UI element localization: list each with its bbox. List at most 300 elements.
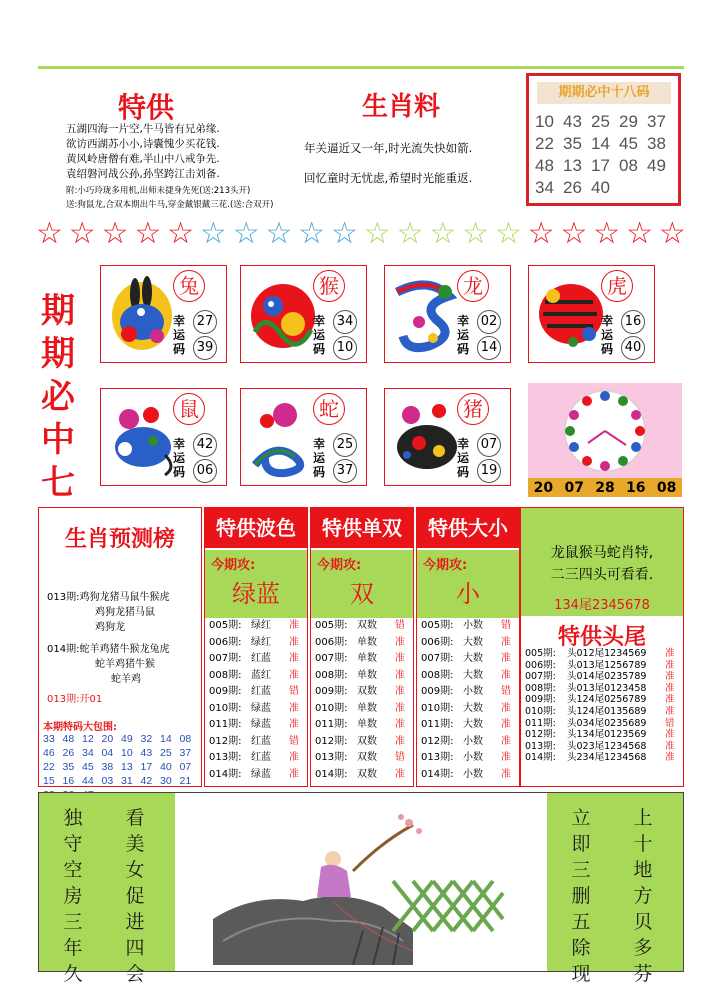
head-tail-row <box>525 683 681 695</box>
number-cell: 26 <box>563 178 582 197</box>
zodiac-name: 龙 <box>457 270 489 302</box>
verse-char: 女 <box>125 859 145 881</box>
result: 准 <box>395 768 405 780</box>
period: 014期: <box>421 768 454 780</box>
lucky-number: 39 <box>193 336 217 360</box>
verse-char: 现 <box>571 963 591 985</box>
period: 012期: <box>315 735 348 747</box>
period: 007期: <box>315 653 348 664</box>
verse-char: 久 <box>63 963 83 985</box>
right-verse-panel <box>547 793 683 985</box>
lucky-number: 25 <box>333 433 357 457</box>
history-row <box>315 701 413 718</box>
period: 013期: <box>421 752 454 763</box>
star-icon: ☆ <box>298 216 326 251</box>
verse-char: 年 <box>63 937 83 959</box>
history-row <box>209 701 307 718</box>
lucky-label: 幸 运 码 <box>173 437 186 479</box>
value: 红蓝 <box>251 686 271 697</box>
period: 013期: <box>525 740 556 752</box>
number-cell: 13 <box>563 156 582 175</box>
head-tail-row <box>525 752 681 764</box>
ranking-open: 013期:开01 <box>47 694 103 705</box>
result: 错 <box>501 686 511 697</box>
bag-number: 12 <box>82 733 94 745</box>
period: 012期: <box>525 729 556 741</box>
lucky-number: 42 <box>193 433 217 457</box>
period: 006期: <box>421 636 454 648</box>
value: 单数 <box>357 702 377 714</box>
odd-even-column <box>310 507 414 787</box>
period: 007期: <box>525 671 556 683</box>
tiger-papercut-icon <box>533 272 607 356</box>
verse-char: 除 <box>571 937 591 959</box>
result: 准 <box>289 653 299 664</box>
value: 大数 <box>463 669 483 681</box>
lucky-number: 16 <box>621 310 645 334</box>
bag-number: 15 <box>43 775 55 787</box>
value: 红蓝 <box>251 653 271 664</box>
attack-label: 今期攻: <box>317 558 362 573</box>
result: 准 <box>289 702 299 714</box>
value: 小数 <box>463 620 483 631</box>
snake-papercut-icon <box>245 395 319 479</box>
lucky-label: 幸 运 码 <box>457 437 470 479</box>
history-row <box>421 750 519 767</box>
value: 绿蓝 <box>251 768 271 780</box>
bag-number: 34 <box>82 747 94 759</box>
period: 009期: <box>209 686 242 697</box>
period: 012期: <box>421 735 454 747</box>
bag-number: 03 <box>101 775 114 787</box>
bag-number: 16 <box>62 775 75 787</box>
star-icon: ☆ <box>527 216 555 251</box>
tail-numbers: 134尾2345678 <box>554 598 650 613</box>
history-row <box>421 635 519 652</box>
title-char: 七 <box>41 463 75 503</box>
result: 准 <box>395 686 405 697</box>
number-cell: 25 <box>591 112 610 131</box>
head-tail-row <box>525 729 681 741</box>
result: 准 <box>289 620 299 631</box>
star-icon: ☆ <box>658 216 686 251</box>
star-row <box>36 214 686 254</box>
poem-line: 黄风岭唐僧有难,半山中八戒争先. <box>66 153 220 165</box>
zodiac-card <box>384 388 511 486</box>
history-row <box>315 717 413 734</box>
verse-char: 方 <box>633 885 653 907</box>
verse-char: 即 <box>571 833 591 855</box>
value: 绿红 <box>251 636 271 648</box>
star-icon: ☆ <box>101 216 129 251</box>
result: 准 <box>665 682 675 694</box>
period: 011期: <box>525 717 556 729</box>
star-icon: ☆ <box>560 216 588 251</box>
verse-char: 美 <box>125 833 145 855</box>
poem-line: 袁绍磐河战公孙,孙坚跨江击刘备. <box>66 168 220 180</box>
history-list <box>421 618 519 783</box>
bag-number: 21 <box>179 775 192 787</box>
result: 准 <box>665 671 675 683</box>
top-divider <box>38 66 684 69</box>
result: 错 <box>395 752 405 763</box>
eighteen-numbers-title: 期期必中十八码 <box>537 82 671 104</box>
verse-column <box>569 805 593 987</box>
value: 大数 <box>463 636 483 648</box>
bag-number: 37 <box>179 747 192 759</box>
attack-label: 今期攻: <box>211 558 256 573</box>
zodiac-name: 蛇 <box>313 393 345 425</box>
history-row <box>315 618 413 635</box>
value: 双数 <box>357 752 377 763</box>
history-row <box>209 767 307 784</box>
history-row <box>421 668 519 685</box>
shengxiao-title: 生肖料 <box>362 92 441 122</box>
zodiac-card <box>100 265 227 363</box>
attack-value: 绿蓝 <box>232 580 280 608</box>
value: 单数 <box>357 669 377 681</box>
result: 准 <box>665 729 675 741</box>
value: 头013尾1256789 <box>567 659 647 671</box>
lucky-number: 40 <box>621 336 645 360</box>
result: 准 <box>501 702 511 714</box>
bag-number: 48 <box>62 733 75 745</box>
result: 准 <box>665 705 675 717</box>
value: 头012尾1234569 <box>567 648 647 659</box>
lucky-number: 34 <box>333 310 357 334</box>
number-cell: 35 <box>563 134 582 153</box>
history-row <box>209 668 307 685</box>
bag-number: 42 <box>140 775 153 787</box>
star-icon: ☆ <box>429 216 457 251</box>
result: 准 <box>395 653 405 664</box>
history-list <box>209 618 307 783</box>
bag-number: 44 <box>82 775 94 787</box>
star-icon: ☆ <box>593 216 621 251</box>
bag-number: 13 <box>121 761 133 773</box>
zodiac-card <box>528 265 655 363</box>
period: 006期: <box>315 636 348 648</box>
star-icon: ☆ <box>265 216 293 251</box>
monkey-papercut-icon <box>245 272 319 356</box>
date-part: 08 <box>656 479 677 496</box>
zodiac-name: 兔 <box>173 270 205 302</box>
head-tail-row <box>525 648 681 660</box>
star-icon: ☆ <box>199 216 227 251</box>
verse-char: 地 <box>633 859 653 881</box>
result: 准 <box>665 694 675 706</box>
head-tail-row <box>525 741 681 753</box>
verse-char: 三 <box>63 911 83 933</box>
bag-number: 33 <box>43 733 55 745</box>
number-cell: 49 <box>647 156 666 175</box>
result: 准 <box>665 659 675 671</box>
clock-icon <box>528 383 682 479</box>
tip-line: 二三四头可看看. <box>550 567 654 583</box>
star-icon: ☆ <box>626 216 653 251</box>
value: 小数 <box>463 768 483 780</box>
tip-box <box>521 508 683 616</box>
attack-value: 小 <box>456 580 480 608</box>
period: 011期: <box>209 719 242 730</box>
value: 双数 <box>357 768 377 780</box>
value: 头124尾0256789 <box>567 694 647 706</box>
history-row <box>209 618 307 635</box>
shengxiao-line-2: 回忆童时无忧虑,希望时光能重返. <box>304 171 473 185</box>
number-cell: 17 <box>591 156 610 175</box>
title-char: 期 <box>41 334 75 374</box>
bag-number: 38 <box>101 761 114 773</box>
eighteen-numbers-grid <box>535 112 675 198</box>
title-char: 中 <box>41 420 75 460</box>
result: 准 <box>501 669 511 681</box>
bag-number: 30 <box>160 775 172 787</box>
bag-number: 31 <box>121 775 133 787</box>
value: 小数 <box>463 686 483 697</box>
verse-char: 独 <box>63 807 83 829</box>
period: 007期: <box>421 653 454 664</box>
star-icon: ☆ <box>494 216 522 251</box>
period: 014期: <box>209 768 242 780</box>
history-row <box>209 651 307 668</box>
verse-char: 四 <box>125 937 145 959</box>
history-row <box>315 750 413 767</box>
value: 头034尾0235689 <box>567 717 647 729</box>
value: 头134尾0123569 <box>567 729 647 741</box>
date-bar <box>528 478 682 497</box>
bottom-panel <box>38 792 684 985</box>
zodiac-card <box>240 265 367 363</box>
column-title: 特供单双 <box>311 508 413 548</box>
number-cell: 40 <box>591 178 610 197</box>
value: 红蓝 <box>251 735 271 747</box>
ranking-line: 蛇羊鸡猪牛猴 <box>95 659 155 670</box>
result: 准 <box>501 653 511 664</box>
bag-number: 46 <box>43 747 55 759</box>
period: 008期: <box>209 669 242 681</box>
verse-char: 进 <box>125 911 145 933</box>
result: 准 <box>395 735 405 747</box>
number-cell: 14 <box>591 134 610 153</box>
value: 绿蓝 <box>251 702 271 714</box>
result: 准 <box>289 752 299 763</box>
bag-number: 43 <box>140 747 153 759</box>
period: 010期: <box>209 702 242 714</box>
lucky-label: 幸 运 码 <box>313 314 326 356</box>
star-icon: ☆ <box>232 216 260 251</box>
period: 010期: <box>315 702 348 714</box>
star-icon: ☆ <box>36 216 63 251</box>
bag-number: 14 <box>160 733 172 745</box>
history-row <box>421 651 519 668</box>
period: 009期: <box>315 686 348 697</box>
star-icon: ☆ <box>331 216 358 251</box>
value: 头023尾1234568 <box>567 740 647 752</box>
zodiac-name: 猴 <box>313 270 345 302</box>
note-2: 送:狗鼠龙,合双本期出牛马,穿金戴银戴三花.(送:合双开) <box>66 200 274 210</box>
lucky-label: 幸 运 码 <box>601 314 614 356</box>
star-icon: ☆ <box>462 216 490 251</box>
star-icon: ☆ <box>363 216 391 251</box>
column-title: 特供波色 <box>205 508 307 548</box>
lucky-number: 14 <box>477 336 501 360</box>
poem-line: 五湖四海一片空,牛马皆有兄弟缘. <box>66 123 220 135</box>
bag-number: 35 <box>62 761 75 773</box>
ranking-line: 鸡狗龙猪马鼠 <box>95 607 155 618</box>
attack-box <box>205 550 307 618</box>
result: 准 <box>395 636 405 648</box>
period: 006期: <box>525 659 556 671</box>
head-tail-panel <box>520 507 684 787</box>
verse-char: 删 <box>571 885 591 907</box>
value: 小数 <box>463 735 483 747</box>
tip-line: 龙鼠猴马蛇肖特, <box>550 545 654 561</box>
bag-number: 10 <box>121 747 133 759</box>
ranking-line: 013期:鸡狗龙猪马鼠牛猴虎 <box>47 592 170 603</box>
value: 头124尾0135689 <box>567 705 647 717</box>
column-title: 特供大小 <box>417 508 519 548</box>
period: 010期: <box>421 702 454 714</box>
history-row <box>315 668 413 685</box>
star-icon: ☆ <box>167 216 195 251</box>
verse-column <box>61 805 85 987</box>
period: 011期: <box>315 719 348 730</box>
zodiac-name: 猪 <box>457 393 489 425</box>
value: 单数 <box>357 653 377 664</box>
history-row <box>209 717 307 734</box>
bag-title: 本期特码大包围: <box>43 722 117 733</box>
value: 单数 <box>357 719 377 730</box>
ranking-title: 生肖预测榜 <box>64 527 175 552</box>
period: 005期: <box>421 620 454 631</box>
lucky-number: 19 <box>477 459 501 483</box>
rat-papercut-icon <box>105 395 179 479</box>
history-row <box>209 734 307 751</box>
verse-char: 促 <box>125 885 145 907</box>
value: 绿蓝 <box>251 719 271 730</box>
verse-char: 看 <box>125 807 145 829</box>
period: 010期: <box>525 705 556 717</box>
ranking-line: 鸡狗龙 <box>95 622 125 633</box>
value: 头014尾0235789 <box>567 671 647 683</box>
number-cell: 08 <box>619 156 638 175</box>
date-part: 20 <box>533 479 554 496</box>
value: 单数 <box>357 636 377 648</box>
period: 014期: <box>315 768 348 780</box>
pig-papercut-icon <box>389 395 463 479</box>
star-icon: ☆ <box>396 216 424 251</box>
head-tail-row <box>525 718 681 730</box>
number-cell: 34 <box>535 178 554 197</box>
lucky-number: 06 <box>193 459 217 483</box>
history-row <box>209 750 307 767</box>
history-row <box>421 618 519 635</box>
zodiac-name: 鼠 <box>173 393 205 425</box>
bag-number: 17 <box>140 761 153 773</box>
verse-char: 五 <box>571 911 591 933</box>
bag-number: 45 <box>82 761 94 773</box>
value: 大数 <box>463 719 483 730</box>
lucky-number: 02 <box>477 310 501 334</box>
number-cell: 43 <box>563 112 582 131</box>
result: 准 <box>501 768 511 780</box>
bag-number: 08 <box>179 733 192 745</box>
result: 错 <box>665 717 675 729</box>
result: 错 <box>501 620 511 631</box>
result: 准 <box>501 735 511 747</box>
result: 准 <box>289 636 299 648</box>
lucky-number: 27 <box>193 310 217 334</box>
number-cell: 45 <box>619 134 638 153</box>
left-verse-panel <box>39 793 175 985</box>
result: 准 <box>501 636 511 648</box>
result: 准 <box>665 752 675 764</box>
attack-box <box>417 550 519 618</box>
result: 准 <box>395 702 405 714</box>
zodiac-name: 虎 <box>601 270 633 302</box>
verse-char: 守 <box>63 833 83 855</box>
verse-char: 贝 <box>633 911 653 933</box>
period: 012期: <box>209 735 242 747</box>
head-tail-row <box>525 694 681 706</box>
lucky-label: 幸 运 码 <box>313 437 326 479</box>
lucky-number: 07 <box>477 433 501 457</box>
shengxiao-line-1: 年关逼近又一年,时光流失快如箭. <box>304 141 473 155</box>
period: 007期: <box>209 653 242 664</box>
period: 013期: <box>209 752 242 763</box>
dragon-papercut-icon <box>389 272 463 356</box>
scholar-painting-image <box>213 801 533 965</box>
tegong-title: 特供 <box>118 91 175 124</box>
ranking-line: 014期:蛇羊鸡猪牛猴龙兔虎 <box>47 644 170 655</box>
bag-number: 40 <box>160 761 172 773</box>
history-row <box>421 684 519 701</box>
note-1: 附:小巧玲珑多用机,出师未捷身先死(送:213头开) <box>66 186 251 196</box>
result: 准 <box>289 719 299 730</box>
shengxiao-ranking-panel <box>38 507 202 787</box>
date-part: 16 <box>626 479 646 496</box>
value: 双数 <box>357 620 377 631</box>
result: 错 <box>395 620 405 631</box>
head-tail-row <box>525 660 681 672</box>
zodiac-card <box>100 388 227 486</box>
ranking-line: 蛇羊鸡 <box>111 674 141 685</box>
period: 005期: <box>315 620 348 631</box>
result: 准 <box>289 669 299 681</box>
result: 准 <box>665 648 675 659</box>
verse-char: 十 <box>633 833 653 855</box>
bag-numbers <box>43 733 201 801</box>
result: 错 <box>289 686 299 697</box>
history-row <box>421 767 519 784</box>
bag-number: 07 <box>179 761 192 773</box>
bag-number: 25 <box>160 747 172 759</box>
history-row <box>315 734 413 751</box>
period: 013期: <box>315 752 348 763</box>
value: 双数 <box>357 686 377 697</box>
period: 005期: <box>525 648 556 659</box>
date-part: 28 <box>595 479 615 496</box>
result: 准 <box>665 740 675 752</box>
value: 绿红 <box>251 620 271 631</box>
big-small-column <box>416 507 520 787</box>
history-row <box>209 635 307 652</box>
history-row <box>315 684 413 701</box>
bag-number: 32 <box>140 733 153 745</box>
verse-column <box>631 805 655 987</box>
history-row <box>421 717 519 734</box>
star-icon: ☆ <box>68 216 96 251</box>
